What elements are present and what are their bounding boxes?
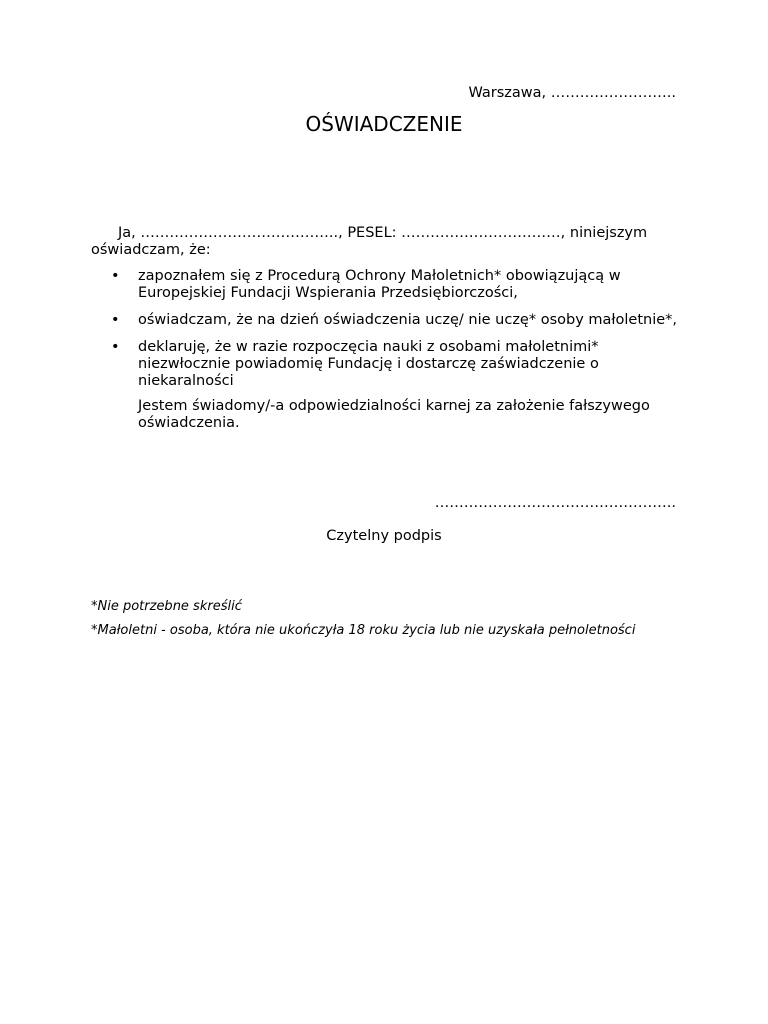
list-item-line: deklaruję, że w razie rozpoczęcia nauki z osobami małoletnimi* (138, 339, 599, 355)
list-item-line: zapoznałem się z Procedurą Ochrony Małoletnich* obowiązującą w (138, 268, 621, 284)
declaration-list (91, 268, 681, 400)
list-item-line: niekaralności (138, 373, 234, 389)
document-title: OŚWIADCZENIE (305, 112, 463, 136)
list-item (91, 268, 681, 302)
bullet-icon: • (111, 339, 120, 355)
list-item-line: niezwłocznie powiadomię Fundację i dostarczę zaświadczenie o (138, 356, 599, 372)
intro-line-1 (91, 225, 681, 242)
intro-line-2: oświadczam, że: (91, 242, 211, 258)
bullet-icon: • (111, 312, 120, 328)
footnote-minor-definition: *Małoletni - osoba, która nie ukończyła 18 roku życia lub nie uzyskała pełnoletności (91, 623, 636, 638)
bullet-icon: • (111, 268, 120, 284)
list-item-line: Europejskiej Fundacji Wspierania Przedsiębiorczości, (138, 285, 518, 301)
signature-label: Czytelny podpis (326, 528, 442, 544)
statement-line: oświadczenia. (138, 415, 240, 431)
place-date-line: Warszawa, …………………….. (468, 85, 676, 101)
intro-paragraph (91, 225, 681, 259)
list-item (91, 312, 681, 329)
list-item (91, 339, 681, 390)
liability-statement (138, 398, 678, 432)
statement-line: Jestem świadomy/-a odpowiedzialności karnej za założenie fałszywego (138, 398, 650, 414)
list-item-line: oświadczam, że na dzień oświadczenia uczę/ nie uczę* osoby małoletnie*, (138, 312, 678, 328)
footnote-strike-out: *Nie potrzebne skreślić (91, 599, 242, 614)
intro-line-1-text: Ja, ………………………………….., PESEL: ……………………………, niniejszym (118, 225, 648, 241)
signature-line: ………………………………………….. (434, 495, 676, 511)
